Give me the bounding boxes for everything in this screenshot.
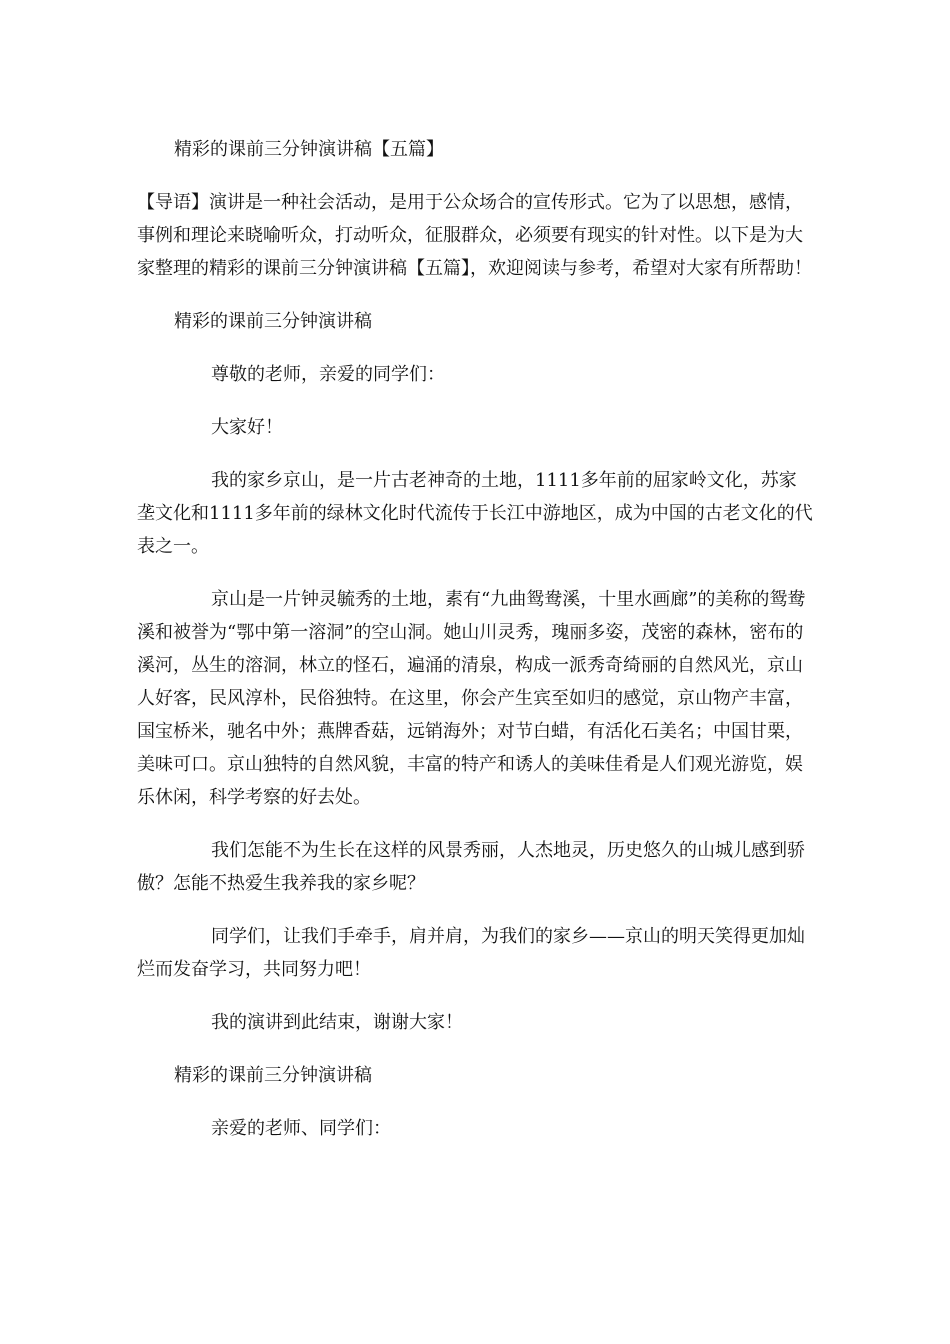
paragraph-scenery: 京山是一片钟灵毓秀的土地，素有“九曲鸳鸯溪，十里水画廊”的美称的鸳鸯溪和被誉为“鄂中第一溶洞”的空山洞。她山川灵秀，瑰丽多姿，茂密的森林，密布的溪河，丛生的溶洞，林立的怪石，遍涌的清泉，构成一派秀奇绮丽的自然风光，京山人好客，民风淳朴，民俗独特。在这里，你会产生宾至如归的感觉，京山物产丰富，国宝桥米，驰名中外；燕牌香菇，远销海外；对节白蜡，有活化石美名；中国甘栗，美味可口。京山独特的自然风貌，丰富的特产和诱人的美味佳肴是人们观光游览，娱乐休闲，科学考察的好去处。 (137, 589, 806, 808)
section-heading-1: 精彩的课前三分钟演讲稿 (174, 311, 372, 332)
intro-paragraph: 【导语】演讲是一种社会活动，是用于公众场合的宣传形式。它为了以思想，感情，事例和理论来晓喻听众，打动听众，征服群众，必须要有现实的针对性。以下是为大家整理的精彩的课前三分钟演讲稿【五篇】，欢迎阅读与参考，希望对大家有所帮助！ (137, 192, 812, 279)
paragraph-call-to-action: 同学们，让我们手牵手，肩并肩，为我们的家乡——京山的明天笑得更加灿烂而发奋学习，共同努力吧！ (137, 926, 805, 980)
section-heading-2: 精彩的课前三分钟演讲稿 (174, 1065, 372, 1086)
paragraph-pride: 我们怎能不为生长在这样的风景秀丽，人杰地灵，历史悠久的山城儿感到骄傲？怎能不热爱生我养我的家乡呢？ (137, 840, 805, 894)
paragraph-hometown: 我的家乡京山，是一片古老神奇的土地，1111多年前的屈家岭文化，苏家垄文化和1111多年前的绿林文化时代流传于长江中游地区，成为中国的古老文化的代表之一。 (137, 470, 813, 557)
document-title: 精彩的课前三分钟演讲稿【五篇】 (174, 139, 444, 160)
hello-line: 大家好！ (211, 417, 283, 438)
greeting-1: 尊敬的老师，亲爱的同学们： (211, 364, 445, 385)
closing-line: 我的演讲到此结束，谢谢大家！ (211, 1012, 463, 1033)
document-body (137, 133, 813, 1165)
greeting-2: 亲爱的老师、同学们： (211, 1118, 391, 1139)
